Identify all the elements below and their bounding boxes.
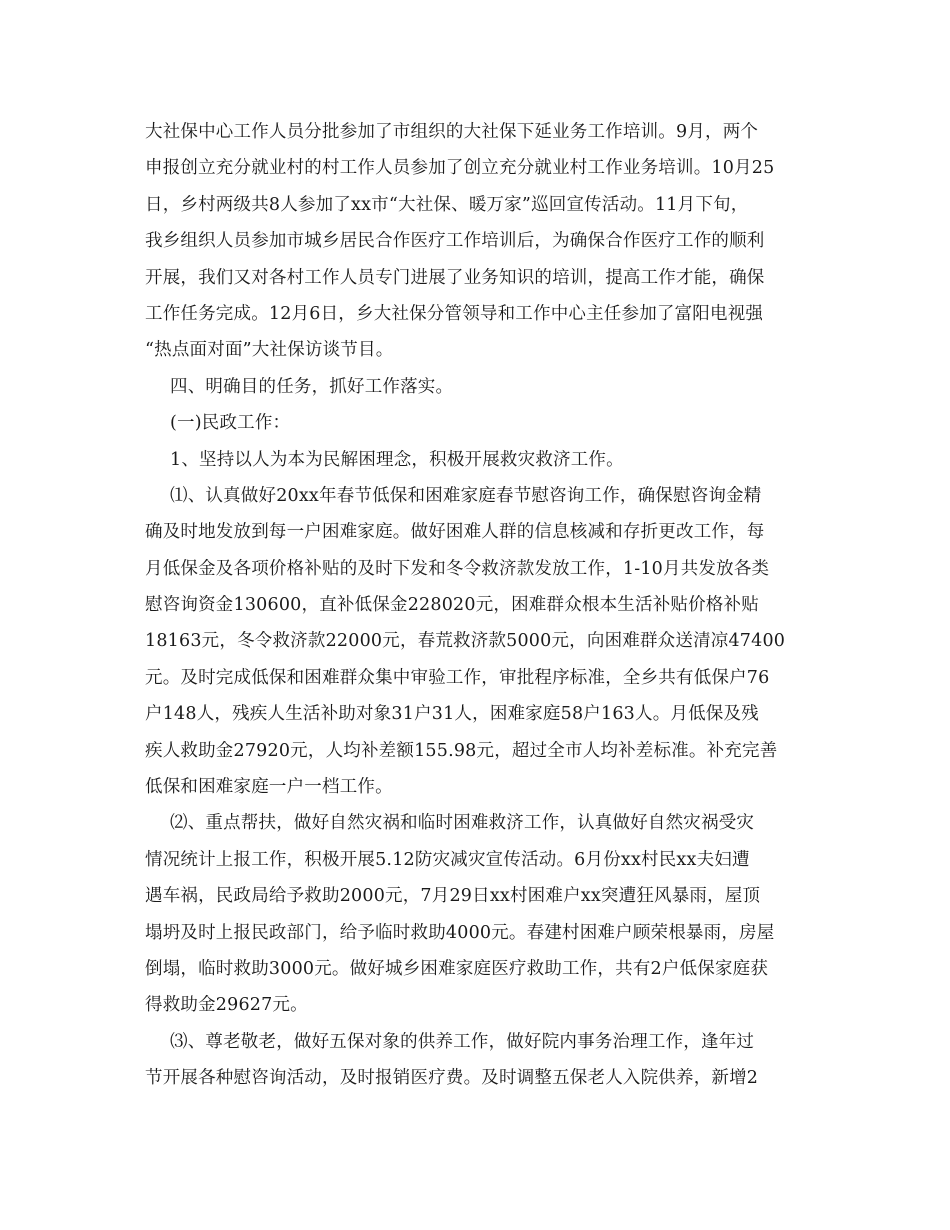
text-line: 确及时地发放到每一户困难家庭。做好困难人群的信息核减和存折更改工作，每 xyxy=(145,522,765,543)
text-line: 遇车祸，民政局给予救助2000元，7月29日xx村困难户xx突遭狂风暴雨，屋顶 xyxy=(145,886,761,907)
document-body xyxy=(145,114,805,1097)
text-line: “热点面对面”大社保访谈节目。 xyxy=(145,340,394,361)
text-line: 塌坍及时上报民政部门，给予临时救助4000元。春建村困难户顾荣根暴雨，房屋 xyxy=(145,922,775,943)
text-line: 我乡组织人员参加市城乡居民合作医疗工作培训后，为确保合作医疗工作的顺利 xyxy=(145,231,765,252)
text-line: 元。及时完成低保和困难群众集中审验工作，审批程序标准，全乡共有低保户76 xyxy=(145,667,770,688)
text-line: 开展，我们又对各村工作人员专门进展了业务知识的培训，提高工作才能，确保 xyxy=(145,267,765,288)
text-line: 疾人救助金27920元，人均补差额155.98元，超过全市人均补差标准。补充完善 xyxy=(145,740,778,761)
text-line: 18163元，冬令救济款22000元，春荒救济款5000元，向困难群众送清凉47400 xyxy=(145,631,786,652)
text-line: 倒塌，临时救助3000元。做好城乡困难家庭医疗救助工作，共有2户低保家庭获 xyxy=(145,958,769,979)
text-line: 情况统计上报工作，积极开展5.12防灾减灾宣传活动。6月份xx村民xx夫妇遭 xyxy=(145,849,750,870)
text-line: 节开展各种慰咨询活动，及时报销医疗费。及时调整五保老人入院供养，新增2 xyxy=(145,1068,759,1089)
text-line: 工作任务完成。12月6日，乡大社保分管领导和工作中心主任参加了富阳电视强 xyxy=(145,303,764,324)
text-line: 低保和困难家庭一户一档工作。 xyxy=(145,777,393,798)
text-line: 户148人，残疾人生活补助对象31户31人，困难家庭58户163人。月低保及残 xyxy=(145,704,759,725)
paragraph-start: ⑶、尊老敬老，做好五保对象的供养工作，做好院内事务治理工作，逢年过 xyxy=(170,1031,755,1052)
paragraph-start: ⑴、认真做好20xx年春节低保和困难家庭春节慰咨询工作，确保慰咨询金精 xyxy=(170,485,762,506)
paragraph-start: ⑵、重点帮扶，做好自然灾祸和临时困难救济工作，认真做好自然灾祸受灾 xyxy=(170,813,755,834)
text-line: 申报创立充分就业村的村工作人员参加了创立充分就业村工作业务培训。10月25 xyxy=(145,158,775,179)
text-line: 得救助金29627元。 xyxy=(145,995,308,1016)
text-line: 大社保中心工作人员分批参加了市组织的大社保下延业务工作培训。9月，两个 xyxy=(145,122,759,142)
text-line: 月低保金及各项价格补贴的及时下发和冬令救济款发放工作，1-10月共发放各类 xyxy=(145,558,770,579)
section-heading: 四、明确目的任务，抓好工作落实。 xyxy=(170,376,454,397)
text-line: 慰咨询资金130600，直补低保金228020元，困难群众根本生活补贴价格补贴 xyxy=(145,595,759,616)
item-heading: 1、坚持以人为本为民解困理念，积极开展救灾救济工作。 xyxy=(170,449,624,470)
text-line: 日，乡村两级共8人参加了xx市“大社保、暖万家”巡回宣传活动。11月下旬， xyxy=(145,194,749,215)
subsection-heading: (一)民政工作： xyxy=(170,413,291,434)
